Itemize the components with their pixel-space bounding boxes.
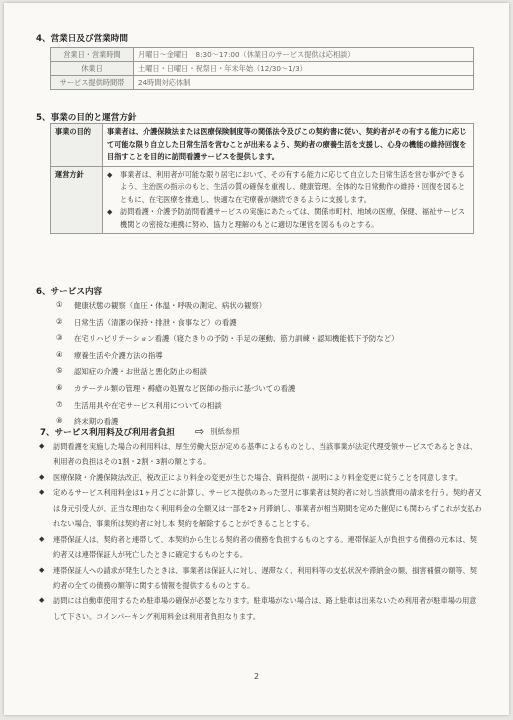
list-item: ③ 在宅リハビリテーション看護（寝たきりの予防・手足の運動、筋力訓練・認知機能低下予防など） xyxy=(56,333,399,344)
diamond-bullet-icon: ◆ xyxy=(39,472,45,481)
list-item: ⑥ カテーテル類の管理・褥瘡の処置など医師の指示に基づいての看護 xyxy=(56,382,296,393)
diamond-bullet-icon: ◆ xyxy=(39,488,45,497)
row-value: 24時間対応体制 xyxy=(134,76,474,90)
list-item: ② 日常生活（清潔の保持・排泄・食事など）の看護 xyxy=(56,316,237,327)
purpose-policy-table xyxy=(50,123,474,234)
row-value: 月曜日～金曜日 8:30～17:00（休業日のサービス提供は応相談） xyxy=(134,48,474,62)
table-row xyxy=(51,166,474,234)
list-item: ◆ 訪問には自動車使用するため駐車場の確保が必要となります。駐車場がない場合は、路上駐車は出来ないため利用者が駐車場の用意して下さい。コインパーキング利用料金は利用者負担なります。 xyxy=(39,593,483,624)
list-item: ④ 療養生活や介護方法の指導 xyxy=(56,349,163,360)
section-6-heading: 6、サービス内容 xyxy=(36,287,103,297)
table-row xyxy=(51,48,474,62)
list-item: ◆ 定めるサービス利用料金は1ヶ月ごとに計算し、サービス提供のあった翌月に事業者は契約者に対し当該費用の請求を行う。契約者又は身元引受人が、正当な理由なく利用料金の全額又は一部を2ヶ月滞納し、事業者が相当期間を定めた催促にも関わらずこれが支払われない場合、事業所は契約者に対し本 契約を解除することができることとする。 xyxy=(39,485,483,531)
policy-item xyxy=(107,206,469,231)
list-item: ◆ 医療保険・介護保険法改正、税改正により料金の変更が生じた場合、資料提供・説明により料金変更に従うことを同意します。 xyxy=(39,470,483,485)
diamond-bullet-icon: ◆ xyxy=(39,596,45,605)
row-label: 休業日 xyxy=(51,62,134,76)
section-7-heading: 7、サービス利用料及び利用者負担 xyxy=(40,427,175,438)
list-item: ◆ 連帯保証人は、契約者と連帯して、本契約から生じる契約者の債務を負担するものとする。連帯保証人が負担する債務の元本は、契約者又は連帯保証人が死亡したときに確定するものとする。 xyxy=(39,532,483,563)
diamond-bullet-icon: ◆ xyxy=(39,534,45,543)
row-label: 営業日・営業時間 xyxy=(51,48,134,62)
table-row xyxy=(51,76,474,90)
list-item: ⑤ 認知症の介護・お世話と悪化防止の相談 xyxy=(56,366,208,377)
policy-label: 運営方針 xyxy=(51,166,103,234)
row-value: 土曜日・日曜日・祝祭日・年末年始（12/30～1/3） xyxy=(134,62,474,76)
section-4-heading: 4、営業日及び営業時間 xyxy=(36,34,128,44)
policy-item xyxy=(107,169,469,207)
diamond-bullet-icon: ◆ xyxy=(107,208,113,216)
list-item: ⑦ 生活用具や在宅サービス利用についての相談 xyxy=(56,399,222,410)
list-item: ⑧ 終末期の看護 xyxy=(56,416,119,427)
service-list xyxy=(56,300,399,433)
policy-item-text: 訪問看護・介護予防訪問看護サービスの実施にあたっては、関係市町村、地域の医療、保健、福祉サービス機関との密接な連携に努め、協力と理解のもとに適切な運営を図るものとする。 xyxy=(120,207,466,229)
list-item: ◆ 連帯保証人への請求が発生したときは、事業者は保証人に対し、遅滞なく、利用料等の支払状況や滞納金の額、損害補償の額等、契約者の全ての債務の額等に関する情報を提供するものとする。 xyxy=(39,563,483,594)
document-page xyxy=(4,3,509,715)
reference-note: 別紙参照 xyxy=(210,427,240,436)
purpose-label: 事業の目的 xyxy=(51,124,103,167)
list-item: ① 健康状態の観察（血圧・体温・呼吸の測定、病状の観察） xyxy=(56,300,267,310)
fee-paragraphs xyxy=(39,439,483,624)
diamond-bullet-icon: ◆ xyxy=(39,442,45,450)
diamond-bullet-icon: ◆ xyxy=(107,170,113,179)
diamond-bullet-icon: ◆ xyxy=(39,565,45,574)
list-item: ◆ 訪問看護を実施した場合の利用料は、厚生労働大臣が定める基準によるものとし、当該事業が法定代理受領サービスであるときは、利用者の負担はその1割・2割・3割の額とする。 xyxy=(39,439,483,470)
section-7-heading-row xyxy=(40,425,480,438)
row-label: サービス提供時間帯 xyxy=(51,76,134,90)
section-5-heading: 5、事業の目的と運営方針 xyxy=(36,113,137,123)
table-row xyxy=(51,62,474,76)
table-row xyxy=(51,124,474,167)
page-number: 2 xyxy=(253,672,260,681)
business-hours-table xyxy=(50,47,474,90)
policy-item-text: 事業者は、利用者が可能な限り居宅において、その有する能力に応じて自立した日常生活を営む事ができるよう、主治医の指示のもと、生活の質の確保を重視し、健康管理、全体的な日常動作の維持・回復を図るとともに、在宅医療を推進し、快適な在宅療養が継続できるように支援します。 xyxy=(120,169,466,204)
arrow-right-icon: ⇨ xyxy=(194,425,205,438)
policy-cell xyxy=(103,166,474,234)
purpose-text: 事業者は、介護保険法または医療保険制度等の関係法令及びこの契約書に従い、契約者がその有する能力に応じて可能な限り自立した日常生活を営むことが出来るよう、契約者の療養生活を支援し、心身の機能の維持回復を目指すことを目的に訪問看護サービスを提供します。 xyxy=(103,124,474,167)
